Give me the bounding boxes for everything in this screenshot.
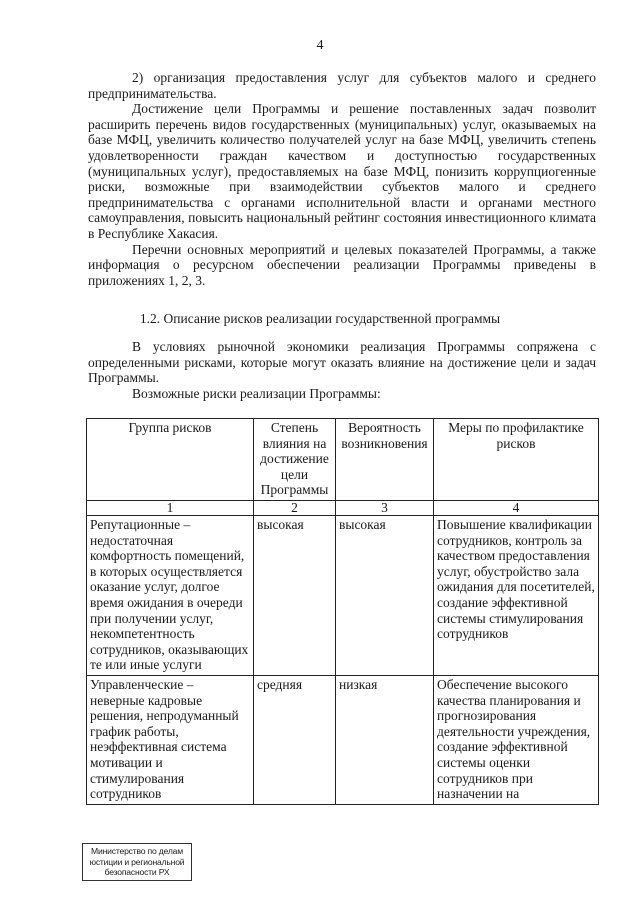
impact-cell: средняя — [254, 675, 336, 804]
page-number: 4 — [316, 38, 324, 53]
risk-group-cell: Репутационные – недостаточная комфортность помещений, в которых осуществляется оказание услуг, долгое время ожидания в очереди при получении услуг, некомпетентность сотрудников, оказывающих те или иные услуги — [87, 516, 254, 676]
paragraph-market-risks: В условиях рыночной экономики реализация Программы сопряжена с определенными рисками, которые могут оказать влияние на достижение цели и задач Программы. — [88, 339, 596, 386]
table-row — [87, 675, 599, 804]
measures-cell: Повышение квалификации сотрудников, контроль за качеством предоставления услуг, обустройство зала ожидания для посетителей, создание эффективной системы стимулирования сотрудников — [434, 516, 599, 676]
header-measures: Меры по профилактике рисков — [434, 419, 599, 501]
table-column-numbers-row — [87, 501, 599, 516]
table-row — [87, 516, 599, 676]
section-heading: 1.2. Описание рисков реализации государственной программы — [139, 311, 501, 326]
header-impact: Степень влияния на достижение цели Программы — [254, 419, 336, 501]
column-number: 1 — [87, 501, 254, 516]
ministry-stamp — [82, 843, 192, 881]
paragraph-appendices: Перечни основных мероприятий и целевых показателей Программы, а также информация о ресурсном обеспечении реализации Программы приведены в приложениях 1, 2, 3. — [88, 241, 596, 288]
column-number: 2 — [254, 501, 336, 516]
header-probability: Вероятность возникновения — [336, 419, 434, 501]
column-number: 4 — [434, 501, 599, 516]
section-text — [88, 339, 596, 401]
stamp-line: безопасности РХ — [104, 867, 170, 877]
intro-block — [88, 70, 596, 288]
measures-cell: Обеспечение высокого качества планирования и прогнозирования деятельности учреждения, создание эффективной системы оценки сотрудников при назначении на — [434, 675, 599, 804]
risk-group-cell: Управленческие – неверные кадровые решения, непродуманный график работы, неэффективная система мотивации и стимулирования сотрудников — [87, 675, 254, 804]
impact-cell: высокая — [254, 516, 336, 676]
paragraph-item-2: 2) организация предоставления услуг для субъектов малого и среднего предпринимательства. — [88, 70, 596, 101]
stamp-line: Министерство по делам — [91, 846, 183, 856]
probability-cell: низкая — [336, 675, 434, 804]
probability-cell: высокая — [336, 516, 434, 676]
table-header-row — [87, 419, 599, 501]
column-number: 3 — [336, 501, 434, 516]
risks-table — [86, 418, 599, 805]
header-risk-group: Группа рисков — [87, 419, 254, 501]
paragraph-goal: Достижение цели Программы и решение поставленных задач позволит расширить перечень видов государственных (муниципальных) услуг, оказываемых на базе МФЦ, увеличить количество получателей услуг на базе МФЦ, увеличить степень удовлетворенности граждан качеством и доступностью государственных (муниципальных услуг), предоставляемых на базе МФЦ, понизить коррупциогенные риски, возможные при взаимодействии субъектов малого и среднего предпринимательства с органами исполнительной власти и органами местного самоуправления, повысить национальный рейтинг состояния инвестиционного климата в Республике Хакасия. — [88, 101, 596, 241]
stamp-line: юстиции и региональной — [89, 856, 185, 867]
paragraph-risks-intro: Возможные риски реализации Программы: — [132, 385, 381, 401]
